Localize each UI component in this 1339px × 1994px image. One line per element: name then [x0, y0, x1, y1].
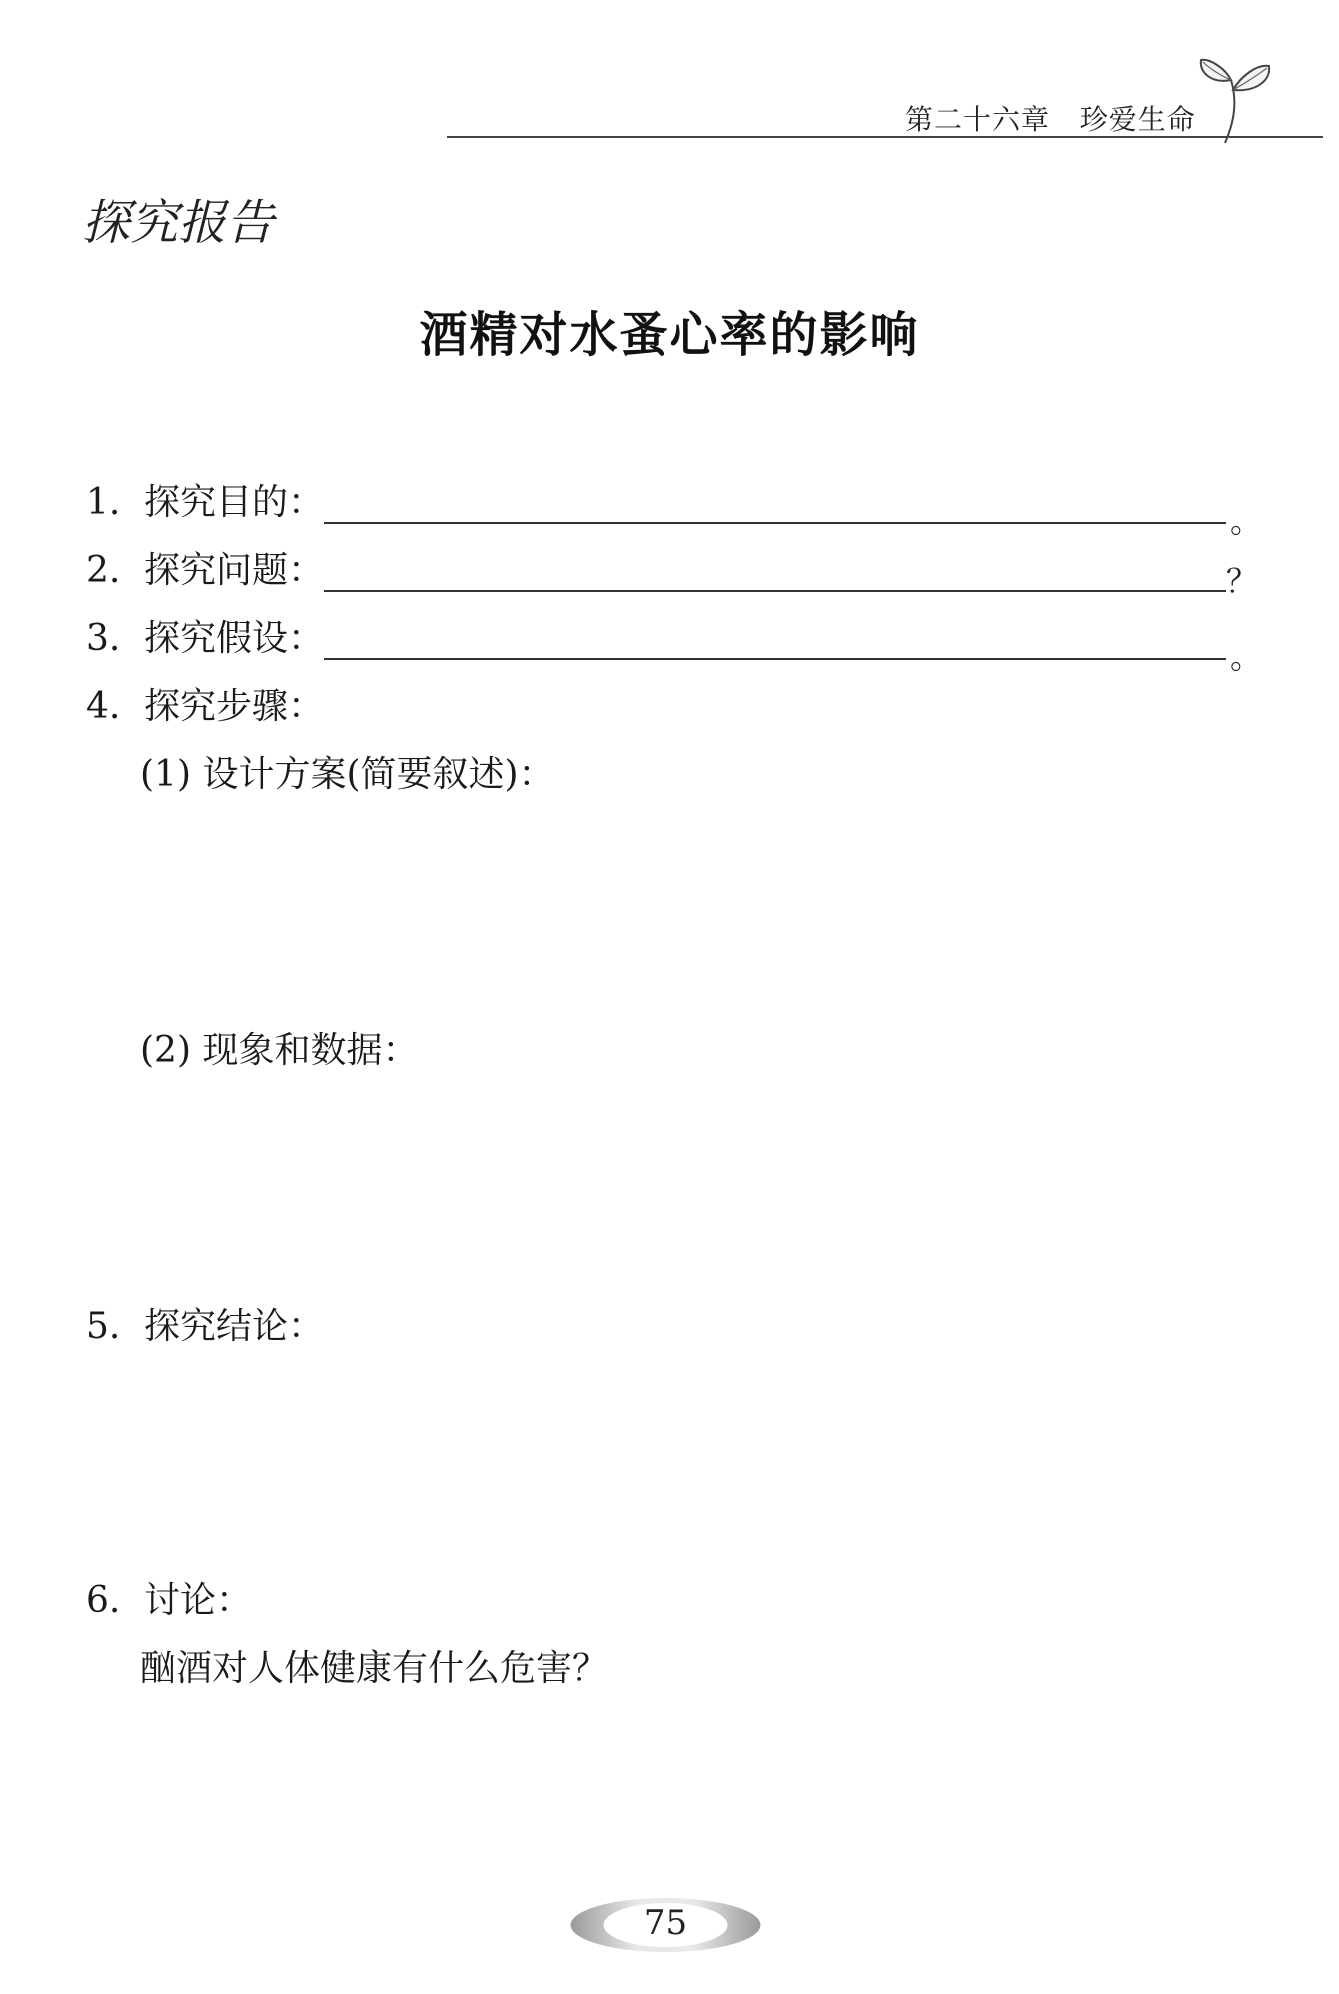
item-number: 5. — [86, 1306, 121, 1347]
item-purpose — [86, 474, 324, 525]
item-end-mark: ？ — [1226, 562, 1259, 600]
item-number: 6. — [86, 1580, 121, 1621]
item-number: 4. — [86, 686, 121, 727]
answer-blank-question[interactable] — [324, 590, 1226, 592]
chapter-number: 第二十六章 — [905, 103, 1051, 136]
item-end-mark: 。 — [1230, 502, 1263, 540]
item-number: 3. — [86, 618, 121, 659]
item-question — [86, 542, 324, 593]
chapter-header — [905, 98, 1196, 138]
item-conclusion — [86, 1298, 324, 1349]
item-number: 1. — [86, 482, 121, 523]
page-number: 75 — [643, 1903, 688, 1943]
chapter-title: 珍爱生命 — [1079, 103, 1196, 136]
worksheet-title: 酒精对水蚤心率的影响 — [419, 307, 920, 363]
leaf-sprout-icon — [1195, 50, 1275, 145]
discussion-question: 酗酒对人体健康有什么危害？ — [140, 1648, 609, 1689]
item-label: 讨论： — [144, 1580, 253, 1621]
item-discussion — [86, 1572, 252, 1623]
item-hypothesis — [86, 610, 324, 661]
item-end-mark: 。 — [1230, 638, 1263, 676]
item-label: 探究结论： — [144, 1306, 325, 1347]
item-label: 探究假设： — [144, 618, 325, 659]
item-label: 探究步骤： — [144, 686, 325, 727]
item-label: 探究问题： — [144, 550, 325, 591]
answer-blank-purpose[interactable] — [324, 522, 1226, 524]
step-observations-data: (2) 现象和数据： — [140, 1030, 419, 1071]
header-rule — [447, 136, 1323, 138]
answer-blank-hypothesis[interactable] — [324, 658, 1226, 660]
item-label: 探究目的： — [144, 482, 325, 523]
item-steps — [86, 678, 324, 729]
item-number: 2. — [86, 550, 121, 591]
step-design-plan: (1) 设计方案(简要叙述)： — [140, 754, 555, 795]
section-label: 探究报告 — [82, 195, 275, 251]
